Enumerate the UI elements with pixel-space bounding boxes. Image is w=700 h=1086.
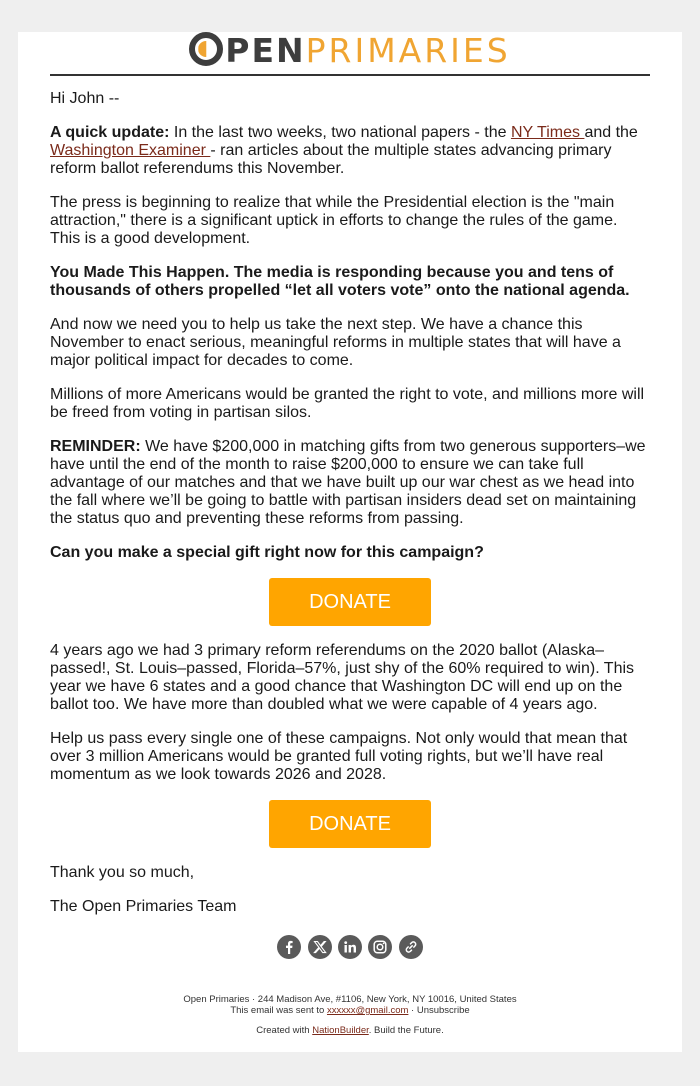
nationbuilder-link[interactable]: NationBuilder	[312, 1025, 369, 1036]
open-primaries-logo[interactable]: PENPRIMARIES	[18, 32, 682, 72]
next-step-paragraph: And now we need you to help us take the next step. We have a chance this November to enact serious, meaningful reforms in multiple states that will have a major political impact for decades to come.	[50, 316, 621, 369]
made-happen-paragraph: You Made This Happen. The media is responding because you and tens of thousands of others propelled “let all voters vote” onto the national agenda.	[50, 264, 630, 299]
quick-update-label: A quick update:	[50, 124, 170, 141]
millions-paragraph: Millions of more Americans would be granted the right to vote, and millions more will be freed from voting in partisan silos.	[50, 386, 645, 421]
social-links	[18, 935, 682, 961]
footer-sent-to: This email was sent to xxxxxx@gmail.com · Unsubscribe	[230, 1005, 470, 1016]
help-pass-paragraph: Help us pass every single one of these campaigns. Not only would that mean that over 3 million Americans would be granted full voting rights, but we’ll have real momentum as we look towards 2026 and 2028.	[50, 730, 628, 783]
donate-button-container-2	[50, 800, 650, 848]
quick-update-paragraph: A quick update: In the last two weeks, two national papers - the NY Times and the Washington Examiner - ran articles about the multiple states advancing primary reform ballot referendums this November.	[50, 124, 638, 177]
logo-o-icon	[189, 32, 223, 66]
thanks-line: Thank you so much,	[50, 864, 195, 881]
email-card	[18, 32, 682, 1052]
greeting: Hi John --	[50, 90, 120, 107]
header-divider	[50, 74, 650, 76]
email-footer	[18, 994, 682, 1036]
history-paragraph: 4 years ago we had 3 primary reform referendums on the 2020 ballot (Alaska–passed!, St. Louis–passed, Florida–57%, just shy of the 60% required to win). This year we have 6 states and a good chance that Washington DC will end up on the ballot too. We have more than doubled what we were capable of 4 years ago.	[50, 642, 635, 713]
reminder-paragraph: REMINDER: We have $200,000 in matching gifts from two generous supporters–we have until the end of the month to raise $200,000 to ensure we can take full advantage of our matches and that we have built up our war chest as we head into the fall where we’ll be going to battle with partisan insiders dead set on maintaining the status quo and preventing these reforms from passing.	[50, 438, 646, 527]
footer-created-with: Created with NationBuilder. Build the Future.	[256, 1025, 444, 1036]
washington-examiner-link[interactable]: Washington Examiner	[50, 142, 211, 159]
donate-button-container	[50, 578, 650, 626]
instagram-icon[interactable]	[368, 935, 392, 959]
donate-button[interactable]: DONATE	[269, 578, 431, 626]
nytimes-link[interactable]: NY Times	[510, 124, 585, 141]
reminder-label: REMINDER:	[50, 438, 141, 455]
facebook-icon[interactable]	[277, 935, 301, 959]
recipient-email-link[interactable]: xxxxxx@gmail.com	[326, 1005, 409, 1016]
link-icon[interactable]	[399, 935, 423, 959]
press-paragraph: The press is beginning to realize that while the Presidential election is the "main attraction," there is a significant uptick in efforts to change the rules of the game. This is a good development.	[50, 194, 618, 247]
ask-paragraph: Can you make a special gift right now for this campaign?	[50, 544, 484, 561]
x-icon[interactable]	[308, 935, 332, 959]
linkedin-icon[interactable]	[338, 935, 362, 959]
signature: The Open Primaries Team	[50, 898, 237, 915]
unsubscribe-link[interactable]: · Unsubscribe	[408, 1005, 470, 1016]
footer-address: Open Primaries · 244 Madison Ave, #1106, New York, NY 10016, United States	[183, 994, 517, 1005]
donate-button-2[interactable]: DONATE	[269, 800, 431, 848]
email-body	[50, 90, 650, 932]
